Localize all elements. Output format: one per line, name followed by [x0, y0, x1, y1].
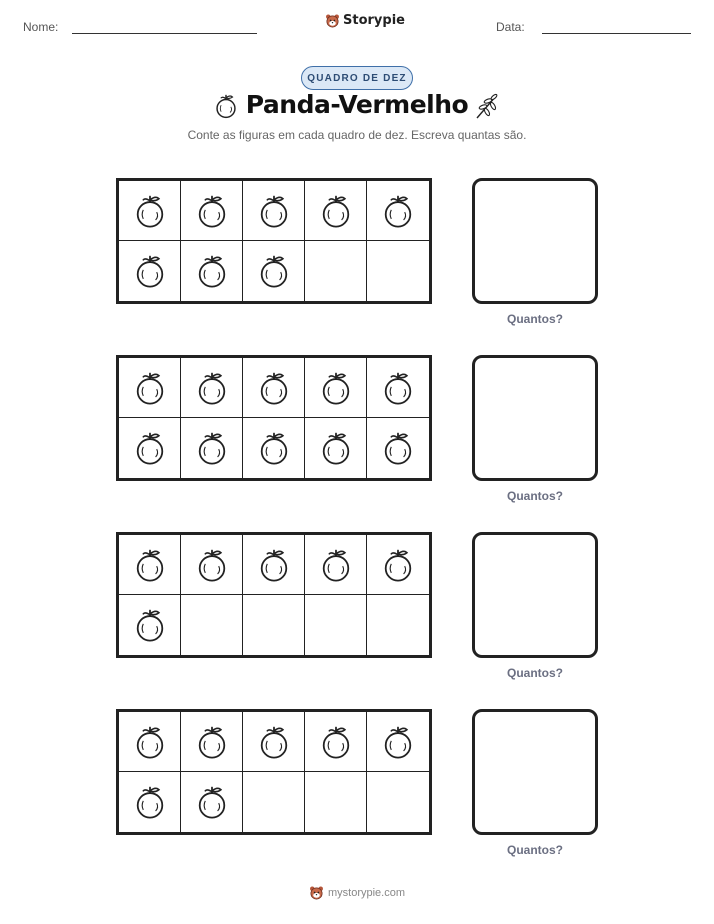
apple-icon [132, 723, 168, 761]
frame-cell [181, 772, 243, 832]
answer-box-1[interactable] [472, 178, 598, 304]
apple-icon [256, 252, 292, 290]
frame-cell [243, 535, 305, 595]
frame-cell [181, 535, 243, 595]
ten-frame-3 [116, 532, 432, 658]
frame-cell [119, 358, 181, 418]
frame-cell [367, 181, 429, 241]
apple-icon [318, 429, 354, 467]
page-title: Panda-Vermelho [245, 90, 469, 119]
frame-cell [181, 181, 243, 241]
frame-cell [305, 772, 367, 832]
frame-cell [367, 241, 429, 301]
apple-icon [380, 429, 416, 467]
apple-icon [194, 723, 230, 761]
ten-frame-1 [116, 178, 432, 304]
apple-icon [132, 783, 168, 821]
apple-icon [256, 369, 292, 407]
frame-cell [119, 418, 181, 478]
frame-cell [305, 535, 367, 595]
apple-icon [380, 369, 416, 407]
apple-icon [380, 192, 416, 230]
apple-icon [132, 546, 168, 584]
apple-icon [132, 252, 168, 290]
frame-cell [367, 358, 429, 418]
frame-cell [181, 358, 243, 418]
frame-cell [243, 418, 305, 478]
apple-icon [194, 783, 230, 821]
apple-icon [194, 429, 230, 467]
apple-icon [194, 546, 230, 584]
frame-cell [181, 241, 243, 301]
frame-cell [243, 241, 305, 301]
frame-cell [305, 241, 367, 301]
apple-icon [318, 546, 354, 584]
leaf-branch-icon [472, 91, 502, 126]
apple-icon [380, 546, 416, 584]
apple-icon [194, 369, 230, 407]
frame-cell [367, 712, 429, 772]
name-label: Nome: [23, 20, 59, 34]
instructions: Conte as figuras em cada quadro de dez. Escreva quantas são. [187, 128, 527, 142]
ten-frame-2 [116, 355, 432, 481]
apple-icon [318, 192, 354, 230]
frame-cell [305, 712, 367, 772]
apple-icon [318, 723, 354, 761]
frame-cell [367, 418, 429, 478]
frame-cell [119, 772, 181, 832]
answer-box-4[interactable] [472, 709, 598, 835]
apple-icon [256, 429, 292, 467]
frame-cell [305, 181, 367, 241]
answer-prompt-1: Quantos? [507, 312, 563, 326]
frame-cell [305, 418, 367, 478]
panda-logo-icon [325, 13, 340, 28]
apple-icon [194, 192, 230, 230]
apple-icon [256, 723, 292, 761]
answer-box-3[interactable] [472, 532, 598, 658]
answer-prompt-3: Quantos? [507, 666, 563, 680]
answer-prompt-4: Quantos? [507, 843, 563, 857]
answer-prompt-2: Quantos? [507, 489, 563, 503]
apple-icon [256, 546, 292, 584]
frame-cell [119, 181, 181, 241]
apple-icon [132, 606, 168, 644]
frame-cell [119, 535, 181, 595]
frame-cell [367, 772, 429, 832]
date-label: Data: [496, 20, 525, 34]
answer-box-2[interactable] [472, 355, 598, 481]
frame-cell [243, 772, 305, 832]
footer [0, 885, 714, 900]
footer-site: mystorypie.com [327, 886, 406, 899]
frame-cell [181, 418, 243, 478]
apple-icon [256, 192, 292, 230]
apple-icon [132, 192, 168, 230]
frame-cell [305, 358, 367, 418]
frame-cell [119, 241, 181, 301]
brand-name: Storypie [343, 13, 405, 28]
apple-icon [380, 723, 416, 761]
frame-cell [181, 712, 243, 772]
ten-frame-4 [116, 709, 432, 835]
apple-icon [132, 429, 168, 467]
frame-cell [367, 535, 429, 595]
frame-cell [119, 712, 181, 772]
frame-cell [243, 595, 305, 655]
frame-cell [243, 358, 305, 418]
frame-cell [119, 595, 181, 655]
worksheet-type-badge: QUADRO DE DEZ [301, 66, 413, 90]
frame-cell [181, 595, 243, 655]
brand-logo [325, 13, 405, 28]
panda-logo-icon [309, 885, 324, 900]
apple-icon [194, 252, 230, 290]
frame-cell [305, 595, 367, 655]
frame-cell [243, 181, 305, 241]
apple-icon [132, 369, 168, 407]
frame-cell [243, 712, 305, 772]
date-field-line[interactable] [542, 33, 691, 34]
frame-cell [367, 595, 429, 655]
apple-icon [318, 369, 354, 407]
name-field-line[interactable] [72, 33, 257, 34]
